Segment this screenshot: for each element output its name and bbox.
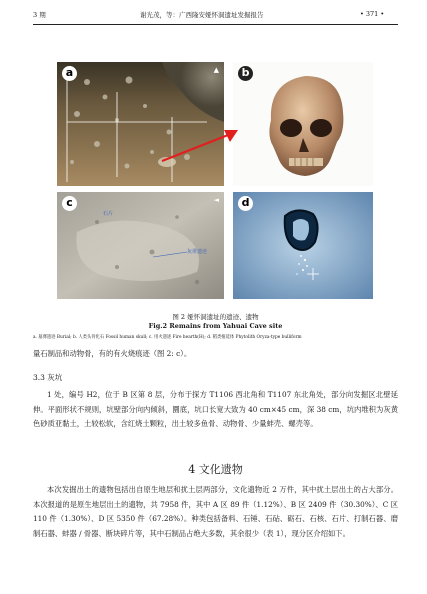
panel-label-a: a — [62, 66, 77, 81]
running-title: 谢光茂，等：广西隆安娅怀洞遗址发掘报告 — [140, 11, 264, 19]
panel-label-c: c — [62, 196, 77, 211]
north-arrow-icon: ◄ — [213, 196, 219, 204]
paragraph-cultural-remains: 本次发掘出土的遗物包括出自原生地层和扰土层两部分，文化遗物近 2 万件，其中扰土层出土的占大部分。本次报道的是原生地层出土的遗物，共 7958 件，其中 A 区 89 件（1.12%）、B 区 2409 件（30.30%）、C 区 110 件（1.30%）、D 区 5350 件（67.28%）。种类包括备料、石锤、石砧、砺石、石核、石片、打制石器、磨制石器、蚌器 / 骨器、断块碎片等，其中石制品占绝大多数，其余很少（表 1），现分区介绍如下。 — [33, 485, 398, 538]
section-heading: 4 文化遗物 — [188, 463, 243, 476]
issue-number: 3 期 — [33, 11, 46, 19]
panel-label-b: b — [238, 66, 253, 81]
page-number: • 371 • — [360, 10, 385, 18]
photo-panel-d — [233, 192, 373, 299]
paragraph-continuation: 量石制品和动物骨，有的有火烧痕迹（图 2: c）。 — [33, 349, 192, 358]
header-rule — [33, 24, 398, 25]
figure-legend: a. 墓葬遗迹 Burial; b. 人类头骨化石 Fossil human skull; c. 用火遗迹 Fire hearth(H); d. 稻类植硅体 Phytolith Oryza-type bulliform — [33, 335, 302, 340]
photo-panel-a — [57, 62, 224, 186]
figure-caption-cn: 图 2 娅怀洞遗址的遗迹、遗物 — [172, 313, 259, 321]
fossil-skull-photo — [233, 62, 373, 186]
excavation-section-photo — [57, 62, 224, 186]
annotation-flake: 石片 — [103, 211, 114, 217]
red-pointer-arrow-icon — [160, 125, 240, 165]
photo-panel-b — [233, 62, 373, 186]
panel-label-d: d — [238, 196, 253, 211]
fire-hearth-photo — [57, 192, 224, 299]
figure-caption-en: Fig.2 Remains from Yahuai Cave site — [148, 322, 283, 330]
photo-panel-c — [57, 192, 224, 299]
subsection-heading: 3.3 灰坑 — [33, 373, 63, 382]
paragraph-ash-pit: 1 处，编号 H2，位于 B 区第 8 层，分布于探方 T1106 西北角和 T1107 东北角处，部分向发掘区北壁延伸。平面形状不规则，坑壁部分向内倾斜，圜底，坑口长宽大致为 40 cm×45 cm，深 38 cm，坑内堆积为灰黄色砂质亚黏土，土较松软，含红烧土颗粒，出土较多鱼骨、动物骨、少量蚌壳、螺壳等。 — [33, 390, 398, 429]
phytolith-micrograph — [233, 192, 373, 299]
north-arrow-icon: ▲ — [213, 66, 219, 74]
annotation-ash-heap: 灰堆遗迹 — [187, 249, 208, 255]
